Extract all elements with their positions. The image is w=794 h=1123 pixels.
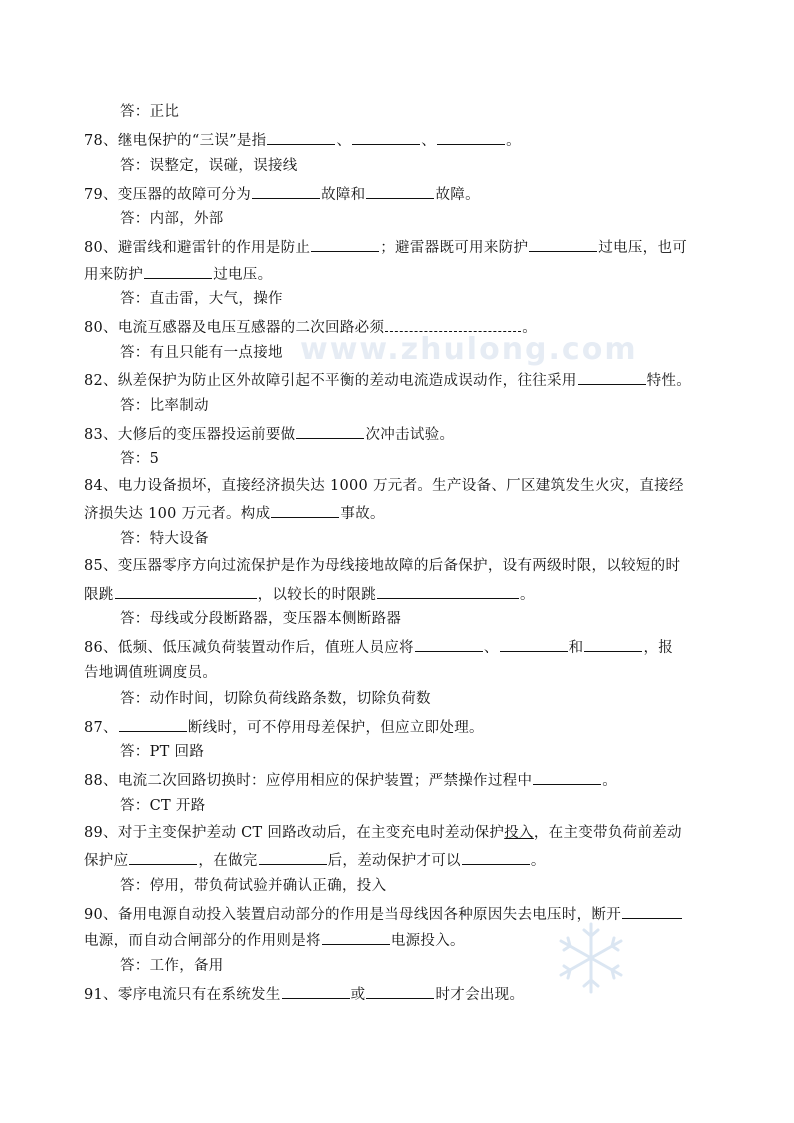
question-text: 83、大修后的变压器投运前要做 — [84, 427, 296, 443]
fill-blank — [271, 502, 339, 518]
fill-blank — [311, 236, 379, 252]
question-text: 86、低频、低压减负荷装置动作后，值班人员应将 — [84, 640, 414, 656]
fill-blank — [296, 423, 364, 439]
answer-82: 答：比率制动 — [120, 398, 209, 414]
question-86 — [84, 636, 724, 658]
answer-84: 答：特大设备 — [120, 531, 209, 547]
question-88 — [84, 769, 724, 791]
question-text: 断线时，可不停用母差保护，但应立即处理。 — [187, 720, 484, 736]
underlined-text: 投入 — [504, 825, 534, 841]
question-text: 、 — [421, 133, 437, 149]
fill-blank — [437, 129, 505, 145]
question-84: 84、电力设备损坏，直接经济损失达 1000 万元者。生产设备、厂区建筑发生火灾，直接经 — [84, 478, 684, 494]
question-83 — [84, 423, 724, 445]
fill-blank — [578, 369, 646, 385]
question-81 — [84, 316, 724, 338]
question-85: 85、变压器零序方向过流保护是作为母线接地故障的后备保护，设有两级时限，以较短的时 — [84, 558, 681, 574]
question-text: 故障和 — [321, 187, 366, 203]
question-text: 89、对于主变保护差动 CT 回路改动后，在主变充电时差动保护 — [84, 825, 505, 841]
question-text: 特性。 — [646, 373, 692, 389]
fill-blank — [462, 849, 530, 865]
question-text: 或 — [350, 987, 366, 1003]
question-90 — [84, 903, 724, 925]
fill-blank — [377, 583, 519, 599]
answer-79: 答：内部，外部 — [120, 211, 224, 227]
answer-87: 答：PT 回路 — [120, 744, 205, 760]
answer-86: 答：动作时间，切除负荷线路条数，切除负荷数 — [120, 691, 431, 707]
question-text: ，在主变带负荷前差动 — [533, 825, 682, 841]
fill-blank — [119, 716, 187, 732]
answer-89: 答：停用，带负荷试验并确认正确，投入 — [120, 878, 387, 894]
question-text: ，在做完 — [198, 853, 258, 869]
question-text: 、 — [336, 133, 352, 149]
fill-blank — [144, 263, 212, 279]
question-text: 过电压，也可 — [598, 240, 688, 256]
question-text: ，报 — [643, 640, 674, 656]
fill-blank — [366, 983, 434, 999]
question-text: 79、变压器的故障可分为 — [84, 187, 252, 203]
fill-blank — [366, 183, 434, 199]
question-78 — [84, 129, 724, 151]
fill-blank — [322, 929, 390, 945]
question-80-cont — [84, 263, 724, 285]
question-text: 电源投入。 — [390, 933, 465, 949]
watermark-text: www.zhulong.com — [300, 332, 638, 367]
question-text: 。 — [520, 587, 535, 603]
answer-85: 答：母线或分段断路器，变压器本侧断路器 — [120, 611, 402, 627]
fill-blank — [622, 903, 682, 919]
fill-blank — [500, 636, 568, 652]
answer-83: 答：5 — [120, 451, 160, 467]
answer-78: 答：误整定，误碰，误接线 — [120, 158, 298, 174]
question-90-cont — [84, 929, 724, 951]
question-text: 用来防护 — [84, 267, 144, 283]
fill-blank — [115, 583, 257, 599]
question-91 — [84, 983, 724, 1005]
question-84-cont — [84, 502, 724, 524]
question-85-cont — [84, 583, 724, 605]
question-text: 。 — [522, 320, 538, 336]
question-text: 80、电流互感器及电压互感器的二次回路必须 — [84, 320, 385, 336]
question-text: 电源，而自动合闸部分的作用则是将 — [84, 933, 321, 949]
question-text: 。 — [602, 773, 618, 789]
question-79 — [84, 183, 724, 205]
fill-blank — [129, 849, 197, 865]
answer-81: 答：有且只能有一点接地 — [120, 345, 283, 361]
question-text: 时才会出现。 — [435, 987, 525, 1003]
fill-blank — [267, 129, 335, 145]
question-80 — [84, 236, 724, 258]
fill-blank — [415, 636, 483, 652]
question-text: 。 — [530, 853, 546, 869]
question-text: 78、继电保护的“三误”是指 — [84, 133, 267, 149]
question-text: 和 — [568, 640, 584, 656]
question-text: 限跳 — [84, 587, 114, 603]
question-text: 后，差动保护才可以 — [327, 853, 461, 869]
question-text: 。 — [506, 133, 521, 149]
question-text: 过电压。 — [213, 267, 273, 283]
fill-blank — [252, 183, 320, 199]
question-text: ；避雷器既可用来防护 — [380, 240, 529, 256]
question-87 — [84, 716, 724, 738]
question-text: 88、电流二次回路切换时：应停用相应的保护装置；严禁操作过程中 — [84, 773, 533, 789]
question-text: 90、备用电源自动投入装置启动部分的作用是当母线因各种原因失去电压时，断开 — [84, 907, 622, 923]
question-text: 、 — [483, 640, 499, 656]
answer-90: 答：工作，备用 — [120, 958, 224, 974]
fill-blank — [282, 983, 350, 999]
fill-blank — [529, 236, 597, 252]
question-text: 91、零序电流只有在系统发生 — [84, 987, 281, 1003]
question-text: 济损失达 100 万元者。构成 — [84, 506, 271, 522]
question-89 — [84, 823, 724, 843]
question-text: 82、纵差保护为防止区外故障引起不平衡的差动电流造成误动作，往往采用 — [84, 373, 577, 389]
fill-blank — [533, 769, 601, 785]
question-89-cont — [84, 849, 724, 871]
fill-blank — [259, 849, 327, 865]
fill-blank — [385, 316, 521, 332]
question-86-cont: 告地调值班调度员。 — [84, 665, 218, 681]
fill-blank — [352, 129, 420, 145]
answer-80: 答：直击雷，大气，操作 — [120, 291, 283, 307]
answer-77: 答：正比 — [120, 104, 180, 120]
question-82 — [84, 369, 724, 391]
question-text: 87、 — [84, 720, 118, 736]
question-text: 事故。 — [340, 506, 385, 522]
fill-blank — [584, 636, 642, 652]
answer-88: 答：CT 开路 — [120, 798, 206, 814]
question-text: ，以较长的时限跳 — [257, 587, 377, 603]
question-text: 保护应 — [84, 853, 129, 869]
question-text: 故障。 — [435, 187, 480, 203]
question-text: 80、避雷线和避雷针的作用是防止 — [84, 240, 311, 256]
question-text: 次冲击试验。 — [365, 427, 455, 443]
